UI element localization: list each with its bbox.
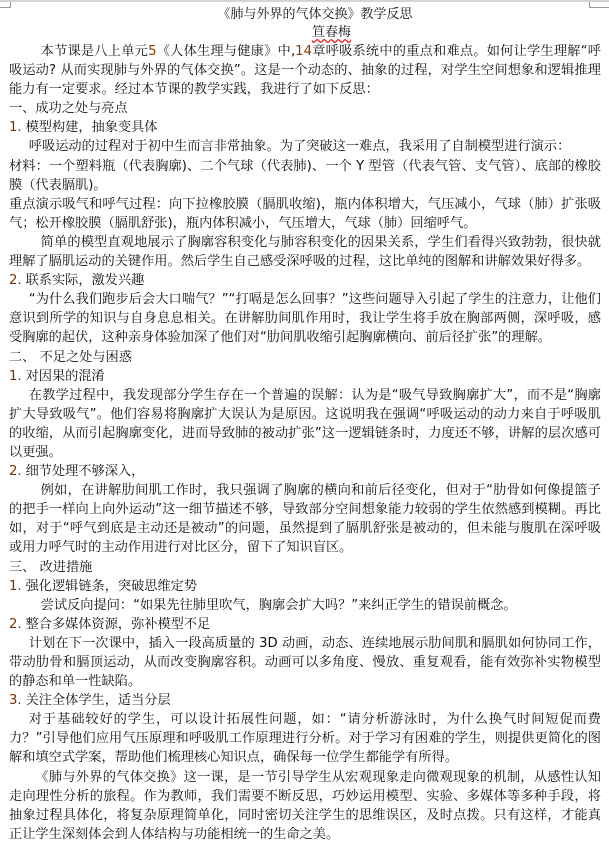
subheading-3-1: 1. 强化逻辑链条，突破思维定势 [9,578,198,594]
section-heading-3: 三、 改进措施 [9,559,93,575]
subheading-1-1: 1. 模型构建，抽象变具体 [9,120,158,136]
document-title: 《肺与外界的气体交换》教学反思 [217,7,413,22]
subheading-3-2: 2. 整合多媒体资源，弥补模型不足 [9,616,211,632]
paragraph-demo: 重点演示吸气和呼气过程：向下拉橡胶膜（膈肌收缩)，瓶内体积增大，气压减小，气球（肺）扩张吸气；松开橡胶膜（膈肌舒张)，瓶内体积减小，气压增大，气球（肺）回缩呼气。 [9,196,601,231]
section-heading-2: 二、 不足之处与困惑 [9,349,132,365]
paragraph: 在教学过程中，我发现部分学生存在一个普遍的误解：认为是“吸气导致胸廓扩大”，而不是“胸廓扩大导致吸气”。他们容易将胸廓扩大误认为是原因。这说明我在强调“呼吸运动的动力来自于呼吸肌的收缩，从而引起胸廓变化，进而导致肺的被动扩张”这一逻辑链条时，力度还不够，讲解的层次感可以更强。 [9,387,601,460]
paragraph: 例如，在讲解肋间肌工作时，我只强调了胸廓的横向和前后径变化，但对于“肋骨如何像提篮子的把手一样向上向外运动”这一细节描述不够，导致部分空间想象能力较弱的学生依然感到模糊。再比如，对于“呼气到底是主动还是被动”的问题，虽然提到了膈肌舒张是被动的，但未能与腹肌在深呼吸或用力呼气时的主动作用进行对比区分，留下了知识盲区。 [9,483,601,556]
paragraph-materials: 材料：一个塑料瓶（代表胸廓)、二个气球（代表肺)、一个 Y 型管（代表气管、支气管）、底部的橡胶膜（代表膈肌)。 [9,158,601,193]
paragraph: 计划在下一次课中，插入一段高质量的 3D 动画，动态、连续地展示肋间肌和膈肌如何协同工作，带动肋骨和膈顶运动，从而改变胸廓容积。动画可以多角度、慢放、重复观看，能有效弥补实物模型的静态和单一性缺陷。 [9,635,601,690]
subheading-2-2: 2. 细节处理不够深入， [9,464,145,480]
author-name: 笪春梅 [312,25,352,40]
document-page [9,6,601,844]
paragraph: 简单的模型直观地展示了胸廓容积变化与肺容积变化的因果关系，学生们看得兴致勃勃，很快就理解了膈肌运动的关键作用。然后学生自己感受深呼吸的过程，这比单纯的图解和讲解效果好得多。 [9,234,601,270]
paragraph: 对于基础较好的学生，可以设计拓展性问题，如：“请分析游泳时，为什么换气时间短促而费力？”引导他们应用气压原理和呼吸肌工作原理进行分析。对于学习有困难的学生，则提供更简化的图解和填空式学案，帮助他们梳理核心知识点，确保每一位学生都能学有所得。 [9,712,601,766]
conclusion-paragraph: 《肺与外界的气体交换》这一课，是一节引导学生从宏观现象走向微观现象的机制，从感性认知走向理性分析的旅程。作为教师，我们需要不断反思，巧妙运用模型、实验、多媒体等多种手段，将抽象过程具体化，将复杂原理简单化，同时密切关注学生的思维误区，及时点拨。只有这样，才能真正让学生深刻体会到人体结构与功能相统一的生命之美。 [9,769,601,842]
subheading-3-3: 3. 关注全体学生，适当分层 [9,693,171,709]
subheading-2-1: 1. 对因果的混淆 [9,368,105,384]
page-top-border [0,0,609,2]
document-author [9,24,601,42]
section-heading-1: 一、成功之处与亮点 [9,101,128,117]
paragraph: “为什么我们跑步后会大口喘气？”“打嗝是怎么回事？”这些问题导入引起了学生的注意力，让他们意识到所学的知识与自身息息相关。在讲解肋间肌作用时，我让学生将手放在胸部两侧，深呼吸，感受胸廓的起伏，这种亲身体验加深了他们对“肋间肌收缩引起胸廓横向、前后径扩张”的理解。 [9,292,601,346]
intro-paragraph: 本节课是八上单元5《人体生理与健康》中,14章呼吸系统中的重点和难点。如何让学生理解“呼吸运动? 从而实现肺与外界的气体交换”。这是一个动态的、抽象的过程，对学生空间想象和逻辑推理能力有一定要求。经过本节课的教学实践，我进行了如下反思： [9,44,601,98]
subheading-1-2: 2. 联系实际，激发兴趣 [9,273,145,289]
paragraph: 呼吸运动的过程对于初中生而言非常抽象。为了突破这一难点，我采用了自制模型进行演示： [28,139,571,155]
paragraph: 尝试反向提问：“如果先往肺里吹气，胸廓会扩大吗？”来纠正学生的错误前概念。 [40,597,517,613]
